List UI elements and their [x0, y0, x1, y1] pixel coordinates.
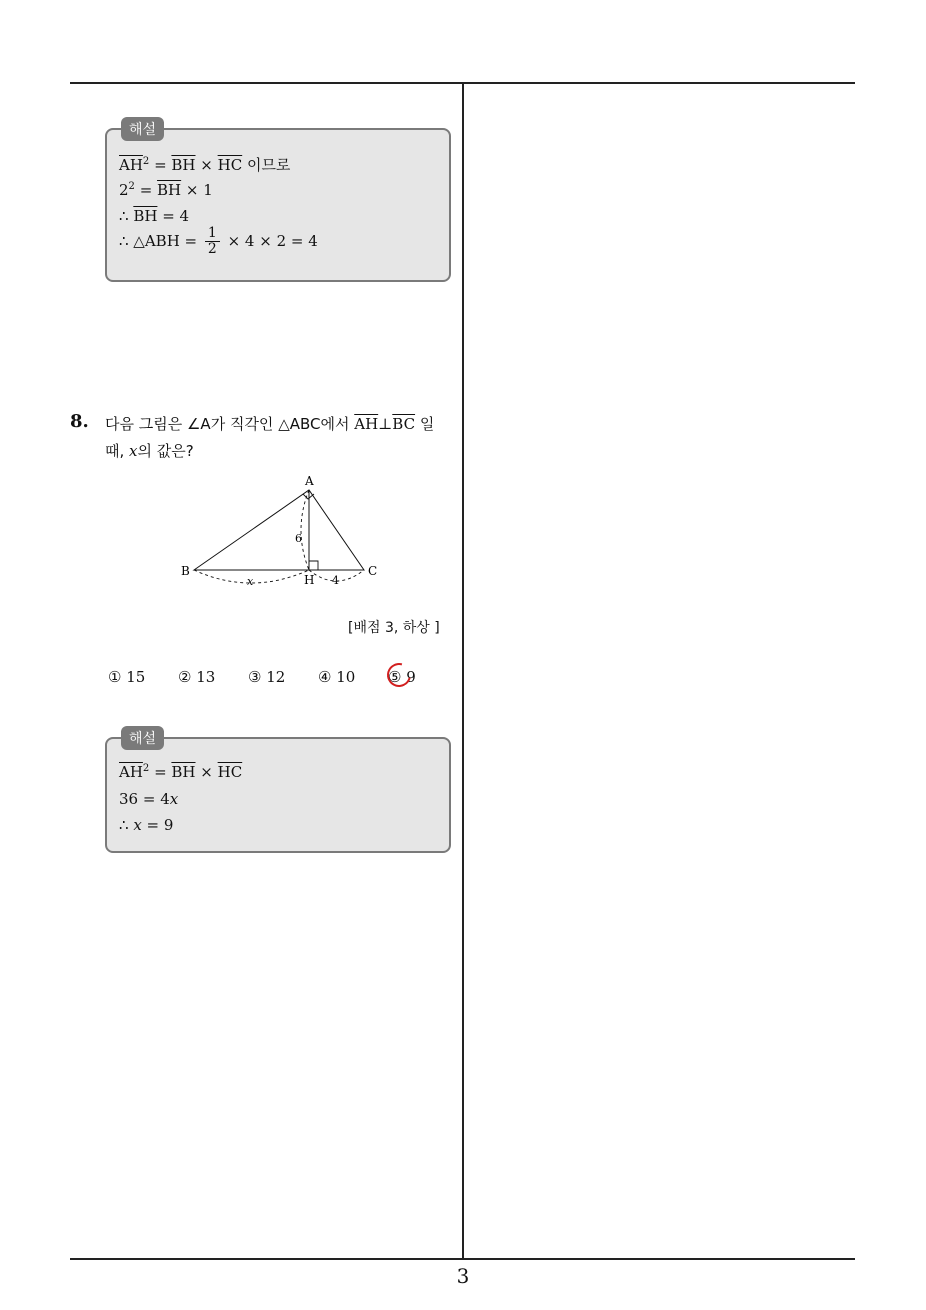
dashed-arc-ah — [301, 490, 309, 570]
choice-4[interactable]: ④ 10 — [318, 668, 356, 686]
solution-2-line-3: ∴ x = 9 — [119, 816, 174, 834]
choice-2[interactable]: ② 13 — [178, 668, 216, 686]
solution-1-line-1: $\overline{AH}^2 = \overline{BH} \times \overline{HC}$ 이므로 — [119, 156, 291, 174]
label-h: H — [304, 573, 315, 587]
question-text-line-1: 다음 그림은 ∠A가 직각인 △ABC에서 $\overline{AH}\perp\overline{BC}$ 일 — [105, 415, 435, 433]
triangle-abc — [194, 490, 364, 570]
choice-1[interactable]: ① 15 — [108, 668, 146, 686]
solution-label: 해설 — [121, 726, 164, 750]
label-a: A — [305, 474, 314, 488]
label-c: C — [368, 564, 378, 578]
solution-box-1 — [105, 122, 451, 282]
right-angle-mark-h — [309, 561, 318, 570]
points-info: [배점 3, 하상 ] — [348, 620, 440, 636]
label-hc-length: 4 — [332, 574, 339, 587]
page-number: 3 — [456, 1264, 470, 1288]
solution-box-2 — [105, 731, 451, 853]
column-divider — [462, 82, 464, 1259]
choice-5[interactable]: ⑤ 9 — [388, 668, 416, 686]
bottom-rule — [70, 1258, 855, 1260]
fraction-one-half: $\frac{1}{2}$ — [205, 226, 220, 258]
triangle-figure — [175, 470, 395, 595]
choice-3[interactable]: ③ 12 — [248, 668, 286, 686]
solution-1-line-4: ∴ △ABH = $\frac{1}{2}$ × 4 × 2 = 4 — [119, 225, 318, 258]
question-text-line-2: 때, x의 값은? — [105, 442, 194, 460]
label-ah-length: 6 — [295, 532, 302, 545]
solution-1-line-2: $2^2 = \overline{BH} \times 1$ — [119, 181, 213, 199]
solution-1-line-3: ∴ $\overline{BH} = 4$ — [119, 207, 190, 225]
label-bh-length: x — [247, 575, 254, 588]
label-b: B — [181, 564, 190, 578]
solution-2-line-1: $\overline{AH}^2 = \overline{BH} \times \overline{HC}$ — [119, 763, 243, 781]
solution-2-line-2: 36 = 4x — [119, 790, 179, 808]
solution-label: 해설 — [121, 117, 164, 141]
question-number: 8. — [70, 411, 89, 432]
